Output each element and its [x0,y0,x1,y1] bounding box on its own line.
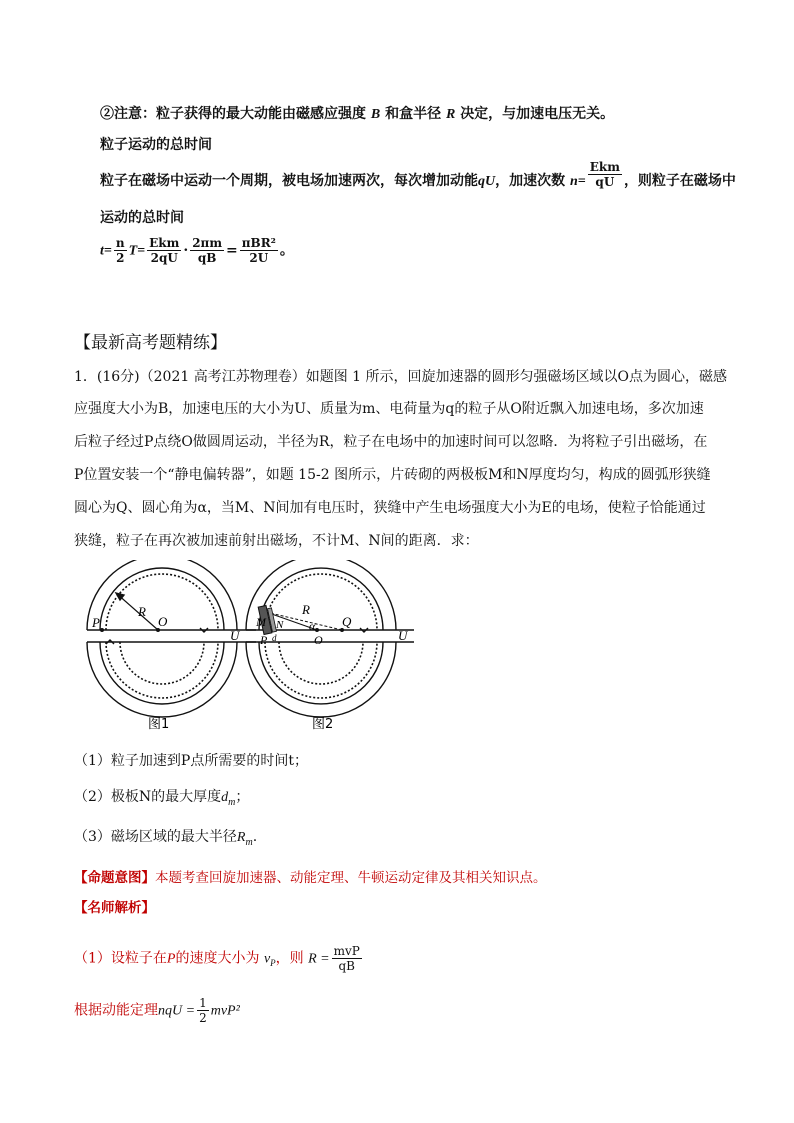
problem-line-6: 狭缝，粒子在再次被加速前射出磁场，不计M、N间的距离．求： [74,533,479,549]
solution-1-frac-den: qB [338,959,355,973]
fig1-P-dot [100,628,104,632]
solution-line-2 [74,996,240,1025]
question-3-sub: m [245,836,253,848]
solution-1-R: R = [308,951,330,967]
formula-frac4 [240,236,278,265]
note-text-c: 决定，与加速电压无关。 [460,106,615,122]
para1-text-b: ，加速次数 [495,173,566,189]
para1-line2: 运动的总时间 [100,210,184,226]
formula-frac4-num: πBR² [241,236,276,250]
fig2-outer-lower-arc [246,642,396,717]
problem-line-2: 应强度大小为B，加速电压的大小为U、质量为m、电荷量为q的粒子从O附近飘入加速电场，多次加速 [74,401,704,417]
formula-frac2 [147,236,181,265]
question-2 [74,786,249,808]
note-sym-B: B [370,107,381,122]
para1-text-a: 粒子在磁场中运动一个周期，被电场加速两次，每次增加动能 [100,173,478,189]
para1 [100,159,736,190]
question-2-end: ； [235,789,250,805]
total-time-heading: 粒子运动的总时间 [100,137,212,153]
fig1-label-U: U [230,628,240,643]
formula-dot: · [183,242,189,259]
problem-line-4: P位置安装一个“静电偏转器”，如题 15-2 图所示，片砖砌的两极板M和N厚度均匀，构成的圆弧形狭缝 [74,467,711,483]
para1-frac-den: qU [595,174,615,189]
fig2-label-P: P [260,633,268,647]
fig2-label-M: M [256,615,266,629]
question-3-end: . [252,829,258,845]
section-title: 【最新高考题精练】 [74,333,227,353]
question-3-text: （3）磁场区域的最大半径 [74,829,237,845]
formula-end: 。 [279,242,294,259]
solution-2-eq: nqU = [158,1003,196,1019]
solution-line-1 [74,944,364,973]
solution-2-frac-num: 1 [199,996,207,1010]
total-time-formula [100,236,294,265]
fig1-path-inner [120,642,204,684]
para1-frac [588,160,622,189]
para1-n-eq: n= [570,174,586,189]
fig2-path-inner [279,642,363,684]
fig1-radius-line [116,593,158,630]
fig2-O-dot [315,628,319,632]
formula-lhs: t= [100,243,112,259]
solution-1-v: v [263,951,271,967]
para1-qU: qU [478,174,496,189]
note-text-a: 粒子获得的最大动能由磁感应强度 [156,106,366,122]
fig2-label-O: O [314,633,323,647]
formula-frac3-den: qB [197,251,217,265]
note-marker: ②注意： [100,106,156,122]
fig1-label-P: P [92,615,100,630]
question-1: （1）粒子加速到P点所需要的时间t； [74,753,308,769]
solution-1-text-b: 的速度大小为 [175,950,260,967]
solution-1-frac-num: mvP [333,944,360,958]
fig2-inner-lower-arc [259,642,383,704]
intent-text: 本题考查回旋加速器、动能定理、牛顿运动定律及其相关知识点。 [155,870,547,886]
note-sym-R: R [445,107,456,122]
problem-line-1: 1．(16分)（2021 高考江苏物理卷）如题图 1 所示，回旋加速器的圆形匀强磁场区域以O点为圆心，磁感 [74,369,728,385]
fig2-label-R: R [302,602,310,617]
cyclotron-figure [80,560,420,740]
note-text-b: 和盒半径 [385,106,442,122]
solution-2-frac-den: 2 [199,1011,207,1025]
para1-frac-num: Ekm [589,159,620,174]
formula-frac3 [190,236,224,265]
solution-1-text-c: ，则 [275,950,304,967]
formula-mid1: T= [128,243,146,259]
fig1-inner-lower-arc [100,642,224,704]
fig2-label-Q: Q [342,614,352,629]
formula-frac1 [114,236,127,265]
solution-1-P: P [166,951,176,967]
fig2-label-U: U [398,628,408,643]
solution-2-text-a: 根据动能定理 [74,1002,158,1019]
question-2-text: （2）极板N的最大厚度 [74,789,222,805]
solution-1-vsub: P [270,958,276,969]
analysis-tag: 【名师解析】 [74,900,155,916]
intent-tag: 【命题意图】 [74,870,155,886]
fig2-caption: 图2 [312,717,334,732]
question-2-sub: m [228,796,236,808]
fig1-label-O: O [158,614,168,629]
fig1-outer-lower-arc [87,642,237,717]
fig2-label-d: d [272,633,277,643]
problem-line-5: 圆心为Q、圆心角为α，当M、N间加有电压时，狭缝中产生电场强度大小为E的电场，使粒子恰能通过 [74,500,706,516]
formula-frac2-den: 2qU [150,251,178,265]
formula-frac4-den: 2U [249,251,269,265]
solution-1-frac [332,944,362,973]
fig2-label-N: N [276,619,284,631]
para1-text-c: ，则粒子在磁场中 [623,173,736,189]
formula-eq: = [226,242,238,259]
formula-frac3-num: 2πm [192,236,223,250]
intent-line [74,866,547,886]
fig1-caption: 图1 [148,717,170,732]
formula-frac1-num: n [115,236,125,250]
fig1-label-R: R [138,604,146,619]
question-3-sym: R [236,830,246,845]
solution-2-tail: mvP² [210,1003,240,1019]
question-3 [74,826,257,848]
note-line [100,103,614,123]
solution-2-frac [197,996,209,1025]
formula-frac2-num: Ekm [149,236,180,250]
fig2-label-alpha: α [309,619,316,633]
question-2-sym: d [221,790,229,805]
formula-frac1-den: 2 [116,251,125,265]
problem-line-3: 后粒子经过P点绕O做圆周运动，半径为R，粒子在电场中的加速时间可以忽略．为将粒子引出磁场，在 [74,434,708,450]
solution-1-text-a: （1）设粒子在 [74,950,167,967]
